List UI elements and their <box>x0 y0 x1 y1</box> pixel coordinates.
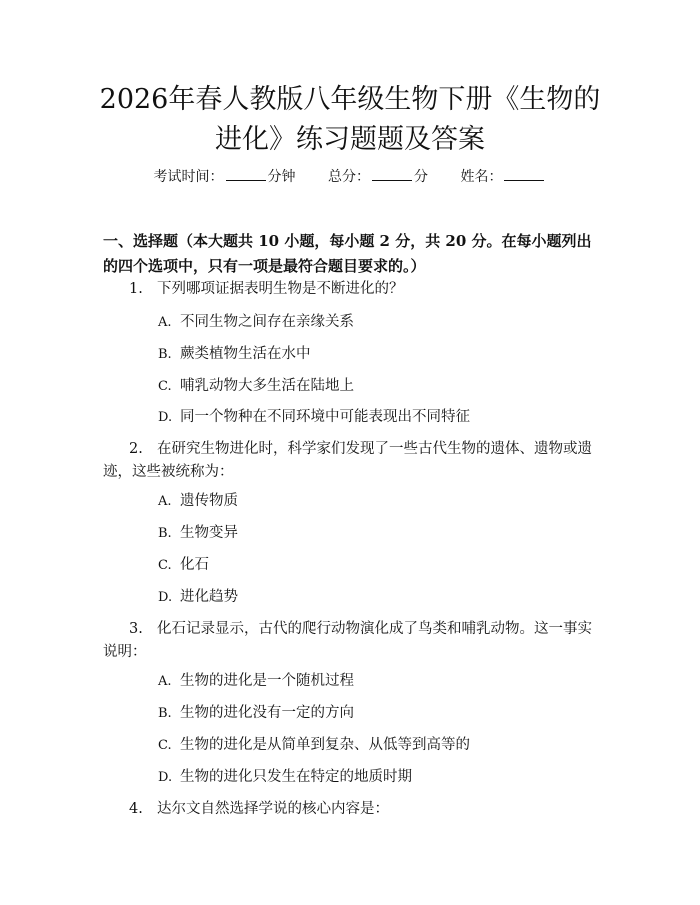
section-heading: 一、选择题（本大题共 10 小题，每小题 2 分，共 20 分。在每小题列出的四个选项中，只有一项是最符合题目要求的。） <box>103 232 592 275</box>
document-title: 2026年春人教版八年级生物下册《生物的进化》练习题题及答案 <box>99 84 601 155</box>
option-text: 生物的进化是一个随机过程 <box>180 673 354 689</box>
question-text: 在研究生物进化时，科学家们发现了一些古代生物的遗体、遗物或遗迹，这些被统称为： <box>103 441 592 480</box>
option-text: 生物的进化没有一定的方向 <box>180 705 354 721</box>
option-key: B. <box>158 526 172 541</box>
option-text: 生物的进化只发生在特定的地质时期 <box>180 769 412 785</box>
total-score-label: 总分： <box>328 169 370 185</box>
option-key: C. <box>158 738 172 753</box>
question-4 <box>103 798 603 821</box>
question-number: 3. <box>129 621 143 637</box>
question-3-option-d <box>158 766 598 789</box>
exam-time-label: 考试时间： <box>153 169 224 185</box>
exam-time-blank <box>226 167 266 181</box>
option-text: 化石 <box>180 557 209 573</box>
student-name-label: 姓名： <box>460 169 503 185</box>
student-name-field <box>460 166 546 188</box>
question-3-option-c <box>158 734 598 757</box>
question-number: 2. <box>129 441 143 457</box>
option-text: 进化趋势 <box>180 589 238 605</box>
question-1-option-d <box>158 406 598 429</box>
option-text: 同一个物种在不同环境中可能表现出不同特征 <box>180 409 470 425</box>
option-text: 蕨类植物生活在水中 <box>180 346 311 362</box>
question-1-option-b <box>158 343 598 366</box>
question-2-option-d <box>158 586 598 609</box>
option-text: 生物变异 <box>180 525 238 541</box>
option-key: D. <box>158 590 173 605</box>
option-key: B. <box>158 706 172 721</box>
option-key: C. <box>158 379 172 394</box>
question-number: 1. <box>129 281 143 297</box>
question-2-option-a <box>158 490 598 513</box>
question-1 <box>103 278 603 301</box>
option-key: D. <box>158 770 173 785</box>
question-number: 4. <box>129 801 143 817</box>
option-key: D. <box>158 410 173 425</box>
question-2 <box>103 438 603 484</box>
option-key: A. <box>158 315 172 330</box>
total-score-unit: 分 <box>414 169 428 185</box>
student-name-blank <box>504 167 544 181</box>
exam-time-field <box>154 166 296 188</box>
question-text: 化石记录显示，古代的爬行动物演化成了鸟类和哺乳动物。这一事实说明： <box>103 621 592 660</box>
option-key: A. <box>158 494 172 509</box>
option-text: 遗传物质 <box>180 493 238 509</box>
question-text: 达尔文自然选择学说的核心内容是： <box>157 801 389 817</box>
total-score-field <box>328 166 428 188</box>
total-score-blank <box>372 167 412 181</box>
question-3 <box>103 618 603 664</box>
question-2-option-b <box>158 522 598 545</box>
option-key: A. <box>158 674 172 689</box>
exam-time-unit: 分钟 <box>267 169 296 185</box>
question-3-option-a <box>158 670 598 693</box>
question-3-option-b <box>158 702 598 725</box>
exam-info-line <box>0 166 700 188</box>
question-1-option-c <box>158 375 598 398</box>
option-text: 哺乳动物大多生活在陆地上 <box>180 378 354 394</box>
question-2-option-c <box>158 554 598 577</box>
question-1-option-a <box>158 311 598 334</box>
option-text: 生物的进化是从简单到复杂、从低等到高等的 <box>180 737 470 753</box>
question-text: 下列哪项证据表明生物是不断进化的？ <box>157 281 404 297</box>
option-text: 不同生物之间存在亲缘关系 <box>180 314 354 330</box>
option-key: B. <box>158 347 172 362</box>
option-key: C. <box>158 558 172 573</box>
